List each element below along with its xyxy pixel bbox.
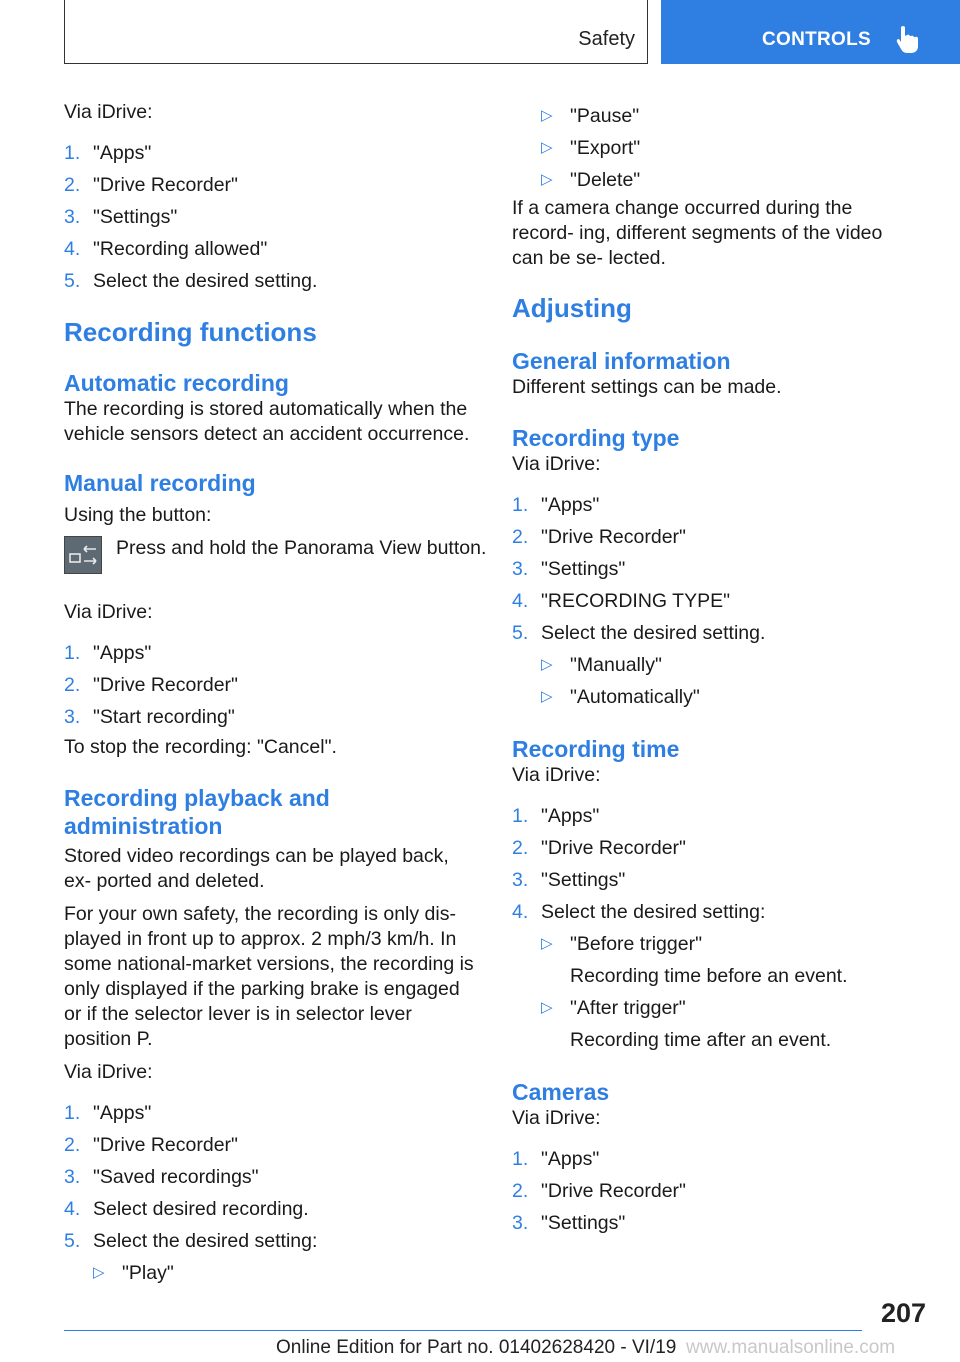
list-item: 2. "Drive Recorder" (512, 1180, 686, 1202)
list-item: 2. "Drive Recorder" (512, 526, 686, 548)
list-item: 4. Select the desired setting: (512, 901, 766, 923)
list-item: 1. "Apps" (512, 805, 600, 827)
stop-recording-text: To stop the recording: "Cancel". (64, 736, 337, 758)
footer-divider (64, 1330, 862, 1331)
steps-cameras (512, 1143, 912, 1239)
list-item: 1. "Apps" (512, 1148, 600, 1170)
safety-text: For your own safety, the recording is only dis‑ played in front up to approx. 2 mph/3 km/h. In some national‑market versions, the recording is only displayed if the parking brake is engaged or if the selector lever is in selector lever position P. (64, 903, 474, 1050)
list-item: ▷ "Automatically" (541, 686, 700, 708)
list-item: 5. Select the desired setting. (64, 270, 318, 292)
list-item: 2. "Drive Recorder" (64, 1134, 238, 1156)
steps-saved-recordings (64, 1097, 478, 1257)
chapter-title: CONTROLS (762, 29, 872, 50)
list-item: 3. "Settings" (64, 206, 178, 228)
list-item: ▷ "Pause" (541, 105, 640, 127)
list-item: ▷ "Before trigger" (541, 933, 702, 955)
list-item: 2. "Drive Recorder" (512, 837, 686, 859)
playback-text: Stored video recordings can be played back, ex‑ ported and deleted. (64, 845, 449, 892)
saved-recordings-options (64, 1257, 478, 1289)
list-item: 1. "Apps" (64, 1102, 152, 1124)
via-idrive-label: Via iDrive: (512, 1107, 601, 1129)
header-section-box (64, 0, 648, 64)
via-idrive-label: Via iDrive: (64, 101, 153, 123)
steps-start-recording (64, 637, 478, 733)
right-column (512, 100, 912, 1239)
list-item: 4. "RECORDING TYPE" (512, 590, 731, 612)
steps-recording-type (512, 489, 912, 649)
list-item: 2. "Drive Recorder" (64, 174, 238, 196)
list-item: 3. "Saved recordings" (64, 1166, 259, 1188)
list-item: ▷ "Play" (93, 1262, 174, 1284)
list-item: ▷ "Export" (541, 137, 641, 159)
heading-recording-type: Recording type (512, 425, 680, 451)
list-item: 3. "Settings" (512, 1212, 626, 1234)
option-note: Recording time after an event. (570, 1029, 832, 1051)
list-item: 4. "Recording allowed" (64, 238, 268, 260)
heading-cameras: Cameras (512, 1079, 610, 1105)
via-idrive-label: Via iDrive: (64, 1061, 153, 1083)
via-idrive-label: Via iDrive: (64, 601, 153, 623)
via-idrive-label: Via iDrive: (512, 453, 601, 475)
edition-text: Online Edition for Part no. 01402628420 - VI/19 (276, 1337, 677, 1358)
heading-recording-functions: Recording functions (64, 317, 317, 347)
list-item: 4. Select desired recording. (64, 1198, 309, 1220)
list-item: ▷ "Delete" (541, 169, 641, 191)
list-item: ▷ "Manually" (541, 654, 662, 676)
recording-time-options (512, 928, 912, 1056)
page-number: 207 (880, 1298, 926, 1328)
steps-recording-allowed (64, 137, 478, 297)
list-item: 3. "Settings" (512, 558, 626, 580)
list-item: ▷ "After trigger" (541, 997, 686, 1019)
list-item: 3. "Start recording" (64, 706, 235, 728)
left-column (64, 100, 487, 1289)
header-chapter-tab (661, 0, 960, 64)
list-item: 1. "Apps" (512, 494, 600, 516)
section-title: Safety (578, 28, 635, 50)
hand-pointer-icon (895, 24, 921, 54)
heading-general-information: General information (512, 348, 731, 374)
heading-adjusting: Adjusting (512, 293, 632, 323)
panorama-button-row (64, 536, 487, 586)
via-idrive-label: Via iDrive: (512, 764, 601, 786)
watermark: www.manualsonline.com (686, 1337, 896, 1358)
list-item: 2. "Drive Recorder" (64, 674, 238, 696)
list-item: 5. Select the desired setting: (64, 1230, 318, 1252)
saved-recordings-options-cont (512, 100, 912, 196)
list-item: 1. "Apps" (64, 142, 152, 164)
list-item: 1. "Apps" (64, 642, 152, 664)
heading-automatic-recording: Automatic recording (64, 370, 289, 396)
option-note: Recording time before an event. (570, 965, 848, 987)
steps-recording-time (512, 800, 912, 928)
heading-recording-playback: Recording playback and administration (64, 785, 330, 839)
recording-type-options (512, 649, 912, 713)
panorama-view-button-icon (64, 536, 102, 574)
list-item: 5. Select the desired setting. (512, 622, 766, 644)
general-information-text: Different settings can be made. (512, 376, 782, 398)
using-button-text: Using the button: (64, 504, 212, 526)
automatic-recording-text: The recording is stored automatically when the vehicle sensors detect an accident occurrence. (64, 398, 470, 445)
heading-recording-time: Recording time (512, 736, 680, 762)
list-item: 3. "Settings" (512, 869, 626, 891)
heading-manual-recording: Manual recording (64, 470, 256, 496)
camera-change-text: If a camera change occurred during the record‑ ing, different segments of the video can be se‑ lected. (512, 197, 883, 269)
panorama-button-text: Press and hold the Panorama View button. (116, 537, 487, 559)
